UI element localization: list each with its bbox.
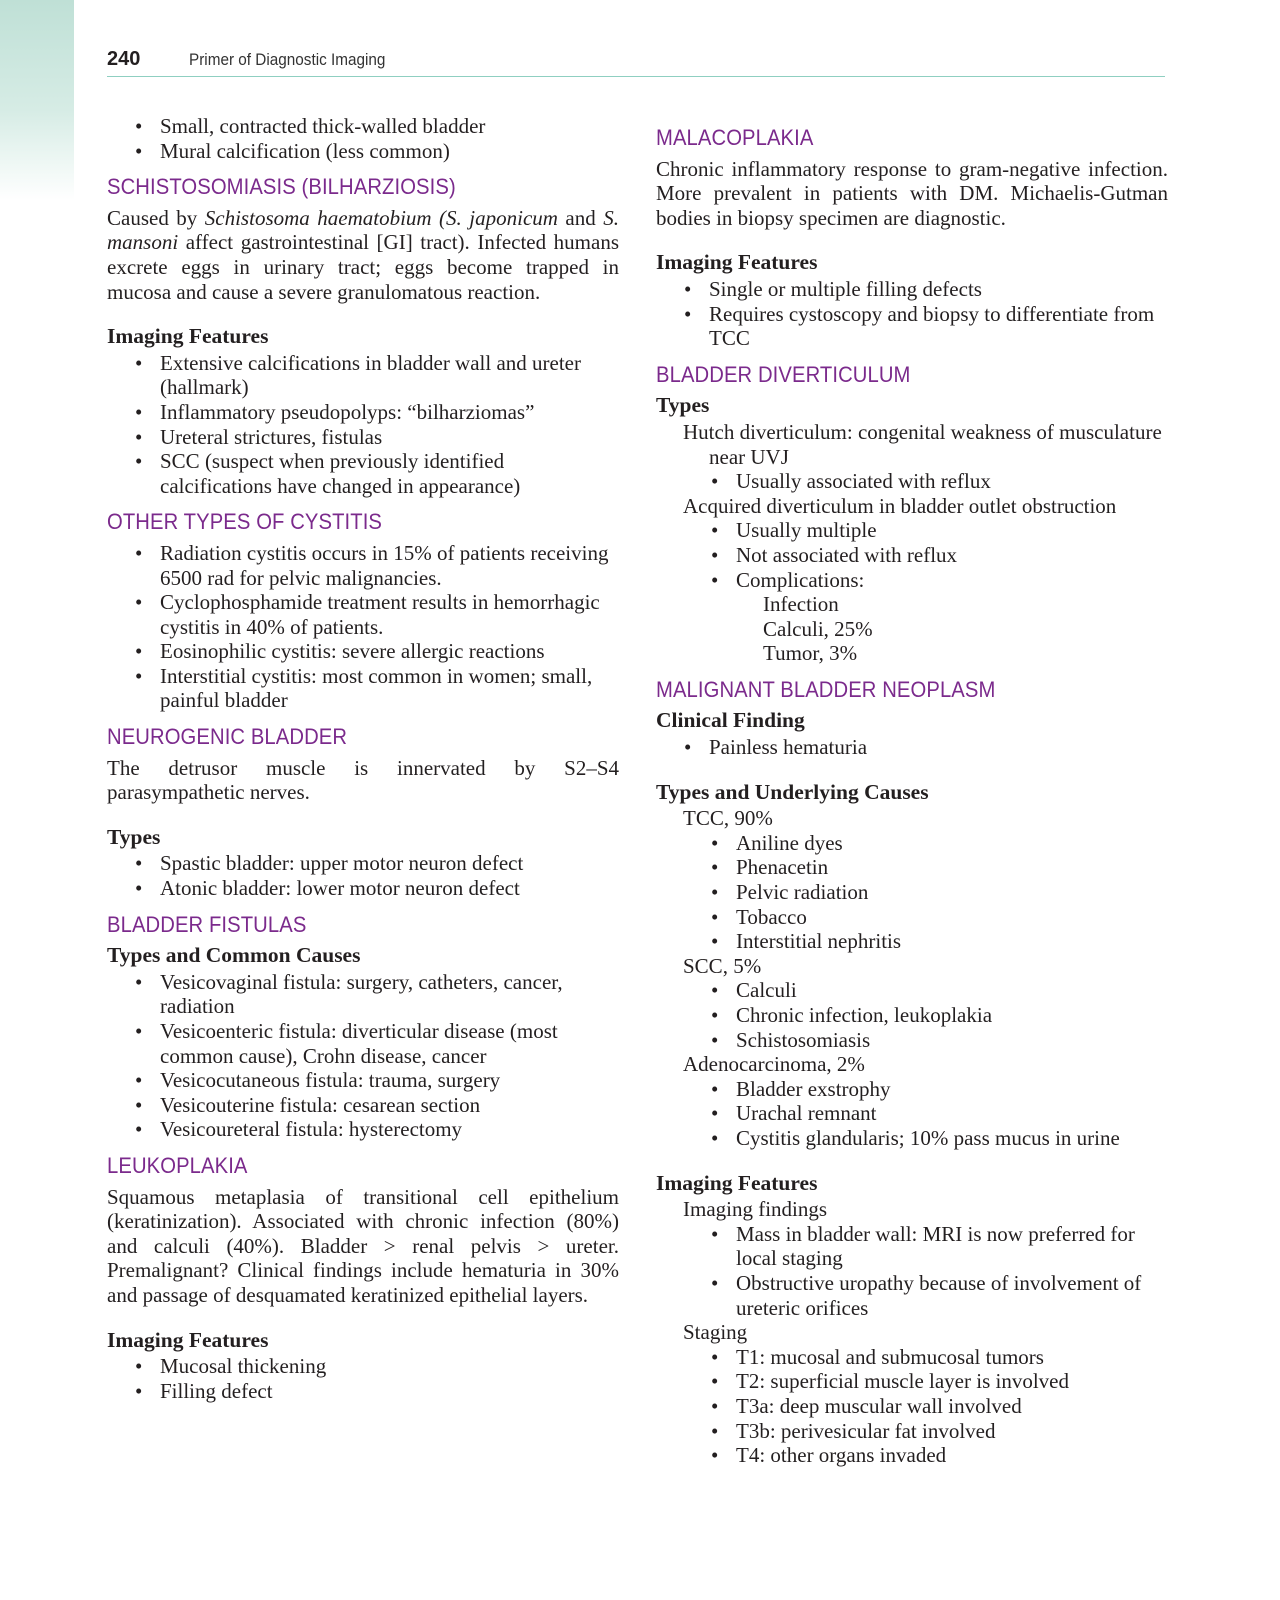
list-item: • T2: superficial muscle layer is involved — [683, 1369, 1168, 1394]
subheading-imaging-features: Imaging Features — [107, 324, 269, 349]
list-item: • Filling defect — [107, 1379, 619, 1404]
adenocarcinoma-line: Adenocarcinoma, 2% — [683, 1052, 865, 1077]
subheading-imaging-features: Imaging Features — [656, 1170, 818, 1195]
section-heading-other-cystitis: OTHER TYPES OF CYSTITIS — [107, 509, 383, 535]
complication-item: Tumor, 3% — [763, 641, 858, 666]
acquired-sublist — [656, 518, 1168, 592]
scc-line: SCC, 5% — [683, 953, 762, 978]
section-heading-bladder-fistulas: BLADDER FISTULAS — [107, 911, 307, 937]
list-item: • Eosinophilic cystitis: severe allergic reactions — [107, 639, 619, 664]
complication-item: Infection — [763, 592, 839, 617]
leukoplakia-paragraph: Squamous metaplasia of transitional cell epithelium (keratinization). Associated with chronic infection (80%) and calculi (40%). Bladder > renal pelvis > ureter. Premalignant? Clinical findings include hematuria in 30% and passage of desquamated keratinized epithelial layers. — [107, 1184, 619, 1307]
corner-tab-decoration — [0, 0, 74, 200]
list-item: • Cystitis glandularis; 10% pass mucus in urine — [683, 1126, 1168, 1151]
list-item: • Mucosal thickening — [107, 1354, 619, 1379]
leukoplakia-imaging-list — [107, 1354, 619, 1403]
list-item: • Urachal remnant — [683, 1101, 1168, 1126]
list-item: • T3b: perivesicular fat involved — [683, 1419, 1168, 1444]
subheading-types-common-causes: Types and Common Causes — [107, 943, 361, 968]
schistosomiasis-imaging-list — [107, 351, 619, 499]
list-item: • Ureteral strictures, fistulas — [107, 425, 619, 450]
schistosomiasis-paragraph: Caused by Schistosoma haematobium (S. japonicum and S. mansoni affect gastrointestinal [GI] tract). Infected humans excrete eggs in urinary tract; eggs become trapped in mucosa and cause a severe granulomatous reaction. — [107, 205, 619, 304]
list-item: • Usually multiple — [683, 518, 1168, 543]
section-heading-schistosomiasis: SCHISTOSOMIASIS (BILHARZIOSIS) — [107, 174, 456, 200]
list-item: • Cyclophosphamide treatment results in hemorrhagic cystitis in 40% of patients. — [107, 590, 619, 639]
other-cystitis-list — [107, 541, 619, 713]
section-heading-bladder-diverticulum: BLADDER DIVERTICULUM — [656, 361, 911, 387]
intro-bullets — [107, 114, 619, 163]
section-heading-leukoplakia: LEUKOPLAKIA — [107, 1152, 248, 1178]
list-item: • Chronic infection, leukoplakia — [683, 1003, 1168, 1028]
subheading-imaging-features: Imaging Features — [656, 250, 818, 275]
clinical-finding-list — [656, 735, 1168, 760]
list-item: • Pelvic radiation — [683, 880, 1168, 905]
list-item: • Spastic bladder: upper motor neuron defect — [107, 851, 619, 876]
subheading-imaging-features: Imaging Features — [107, 1327, 269, 1352]
section-heading-malignant-bladder-neoplasm: MALIGNANT BLADDER NEOPLASM — [656, 676, 996, 702]
neurogenic-types-list — [107, 851, 619, 900]
list-item: • Usually associated with reflux — [683, 469, 1168, 494]
list-item: • Mural calcification (less common) — [107, 139, 619, 164]
subheading-types-underlying-causes: Types and Underlying Causes — [656, 779, 929, 804]
staging-sublist — [656, 1345, 1168, 1468]
list-item: • Complications: — [683, 568, 1168, 593]
list-item: • Vesicoureteral fistula: hysterectomy — [107, 1117, 619, 1142]
section-heading-neurogenic-bladder: NEUROGENIC BLADDER — [107, 724, 348, 750]
list-item: • Vesicocutaneous fistula: trauma, surgery — [107, 1068, 619, 1093]
list-item: • Radiation cystitis occurs in 15% of patients receiving 6500 rad for pelvic malignancies. — [107, 541, 619, 590]
subheading-types: Types — [656, 393, 710, 418]
list-item: • Painless hematuria — [656, 735, 1168, 760]
list-item: • Calculi — [683, 978, 1168, 1003]
hutch-sublist — [656, 469, 1168, 494]
page-header — [107, 46, 1165, 77]
subheading-types: Types — [107, 824, 161, 849]
subheading-clinical-finding: Clinical Finding — [656, 708, 805, 733]
list-item: • Atonic bladder: lower motor neuron defect — [107, 876, 619, 901]
list-item: • Requires cystoscopy and biopsy to differentiate from TCC — [656, 302, 1168, 351]
list-item: • Extensive calcifications in bladder wall and ureter (hallmark) — [107, 351, 619, 400]
imaging-findings-sublist — [656, 1222, 1168, 1320]
list-item: • Phenacetin — [683, 855, 1168, 880]
complication-item: Calculi, 25% — [763, 616, 873, 641]
list-item: • Bladder exstrophy — [683, 1077, 1168, 1102]
right-column — [656, 126, 1168, 1468]
malacoplakia-imaging-list — [656, 277, 1168, 351]
malacoplakia-paragraph: Chronic inflammatory response to gram-negative infection. More prevalent in patients with DM. Michaelis-Gutman bodies in biopsy specimen are diagnostic. — [656, 156, 1168, 230]
list-item: • Interstitial cystitis: most common in women; small, painful bladder — [107, 664, 619, 713]
list-item: • Vesicoenteric fistula: diverticular disease (most common cause), Crohn disease, cancer — [107, 1019, 619, 1068]
page-number: 240 — [107, 48, 141, 70]
running-title: Primer of Diagnostic Imaging — [189, 50, 386, 69]
tcc-line: TCC, 90% — [683, 806, 773, 831]
list-item: • Mass in bladder wall: MRI is now preferred for local staging — [683, 1222, 1168, 1271]
adenocarcinoma-sublist — [656, 1077, 1168, 1151]
list-item: • Not associated with reflux — [683, 543, 1168, 568]
list-item: • Schistosomiasis — [683, 1028, 1168, 1053]
scc-sublist — [656, 978, 1168, 1052]
left-column — [107, 114, 619, 1403]
list-item: • Aniline dyes — [683, 831, 1168, 856]
list-item: • Vesicovaginal fistula: surgery, catheters, cancer, radiation — [107, 970, 619, 1019]
list-item: • Single or multiple filling defects — [656, 277, 1168, 302]
neurogenic-paragraph: The detrusor muscle is innervated by S2–S4 parasympathetic nerves. — [107, 755, 619, 805]
list-item: • Tobacco — [683, 905, 1168, 930]
fistulas-list — [107, 970, 619, 1142]
staging-line: Staging — [683, 1320, 748, 1345]
list-item: • Small, contracted thick-walled bladder — [107, 114, 619, 139]
list-item: • Obstructive uropathy because of involvement of ureteric orifices — [683, 1271, 1168, 1320]
list-item: • Inflammatory pseudopolyps: “bilharziomas” — [107, 400, 619, 425]
list-item: • SCC (suspect when previously identified calcifications have changed in appearance) — [107, 449, 619, 498]
hutch-diverticulum-line: Hutch diverticulum: congenital weakness of musculature near UVJ — [683, 419, 1162, 469]
list-item: • Vesicouterine fistula: cesarean section — [107, 1093, 619, 1118]
tcc-sublist — [656, 831, 1168, 954]
section-heading-malacoplakia: MALACOPLAKIA — [656, 125, 814, 150]
acquired-diverticulum-line: Acquired diverticulum in bladder outlet obstruction — [683, 493, 1117, 518]
list-item: • T3a: deep muscular wall involved — [683, 1394, 1168, 1419]
list-item: • T1: mucosal and submucosal tumors — [683, 1345, 1168, 1370]
imaging-findings-line: Imaging findings — [683, 1197, 828, 1222]
list-item: • T4: other organs invaded — [683, 1443, 1168, 1468]
list-item: • Interstitial nephritis — [683, 929, 1168, 954]
